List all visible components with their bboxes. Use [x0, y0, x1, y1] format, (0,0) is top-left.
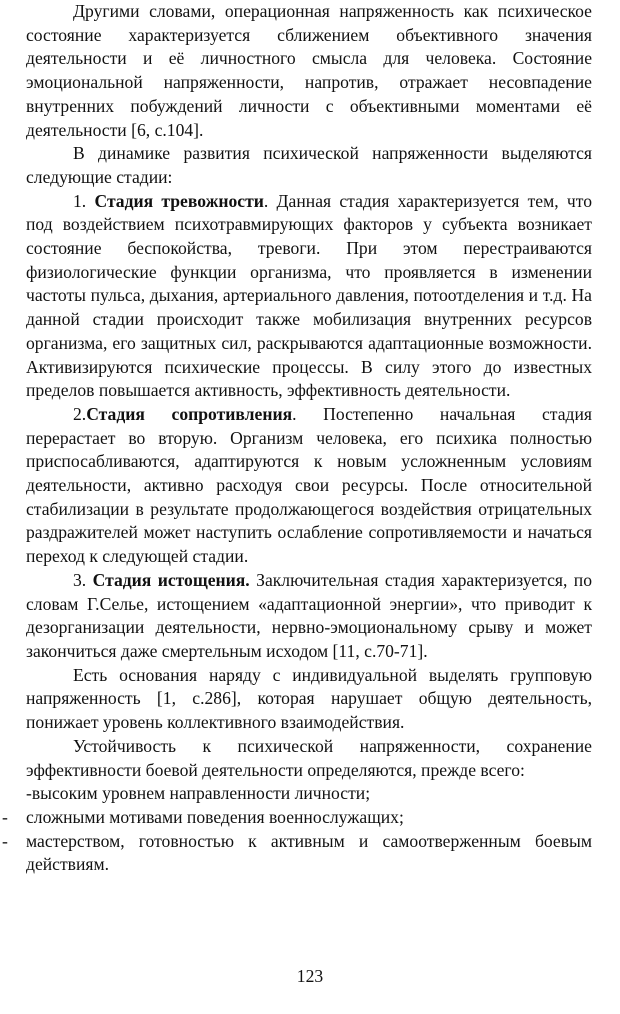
paragraph-stage-resistance: [26, 403, 592, 569]
paragraph-group-tension: Есть основания наряду с индивидуальной выделять групповую напряженность [1, с.286], которая нарушает общую деятельность, понижает уровень коллективного взаимодействия.: [26, 664, 592, 733]
list-item: [2, 806, 592, 830]
paragraph-operational-tension: Другими словами, операционная напряженность как психическое состояние характеризуется сближением объективного значения деятельности и её личностного смысла для человека. Состояние эмоциональной напряженности, напротив, отражает несовпадение внутренних побуждений личности с объективными моментами её деятельности [6, с.104].: [26, 1, 592, 140]
stage-number: 2.: [73, 403, 87, 424]
stage-description: Заключительная стадия характеризуется, по словам Г.Селье, истощением «адаптационной энергии», что приводит к дезорганизации деятельности, нервно-эмоциональному срыву и может закончиться даже смертельным исходом [11, с.70-71].: [26, 569, 593, 661]
stage-number: 1.: [73, 190, 95, 211]
list-item: [2, 830, 592, 877]
stage-title: Стадия сопротивления: [86, 403, 293, 424]
stage-description: . Данная стадия характеризуется тем, что под воздействием психотравмирующих факторов у субъекта возникает состояние беспокойства, тревоги. При этом перестраиваются физиологические функции организма, что проявляется в изменении частоты пульса, дыхания, артериального давления, потоотделения и т.д. На данной стадии происходит также мобилизация внутренних ресурсов организма, его защитных сил, раскрываются адаптационные возможности. Активизируются психические процессы. В силу этого до известных пределов повышается активность, эффективность деятельности.: [26, 190, 593, 401]
list-item-text: сложными мотивами поведения военнослужащих;: [26, 806, 404, 827]
list-marker: -: [2, 806, 8, 827]
list-item-text: мастерством, готовностью к активным и самоотверженным боевым действиям.: [26, 830, 592, 875]
stage-description: . Постепенно начальная стадия перерастает во вторую. Организм человека, его психика полностью приспосабливаются, адаптируются к новым усложненным условиям деятельности, активно расходуя свои ресурсы. После относительной стабилизации в результате продолжающегося воздействия отрицательных раздражителей может наступить ослабление сопротивляемости и начаться переход к следующей стадии.: [26, 403, 592, 567]
paragraph-stage-anxiety: [26, 190, 592, 403]
page-number: 123: [296, 966, 324, 986]
stage-title: Стадия истощения.: [92, 569, 250, 590]
list-item: -высоким уровнем направленности личности;: [26, 783, 371, 804]
body-text: [2, 0, 593, 877]
stage-title: Стадия тревожности: [94, 190, 264, 211]
paragraph-resilience: Устойчивость к психической напряженности, сохранение эффективности боевой деятельности определяются, прежде всего:: [26, 735, 592, 780]
list-marker: -: [2, 830, 8, 851]
paragraph-stages-intro: В динамике развития психической напряженности выделяются следующие стадии:: [26, 143, 592, 187]
paragraph-stage-exhaustion: [26, 569, 592, 664]
stage-number: 3.: [73, 569, 93, 590]
